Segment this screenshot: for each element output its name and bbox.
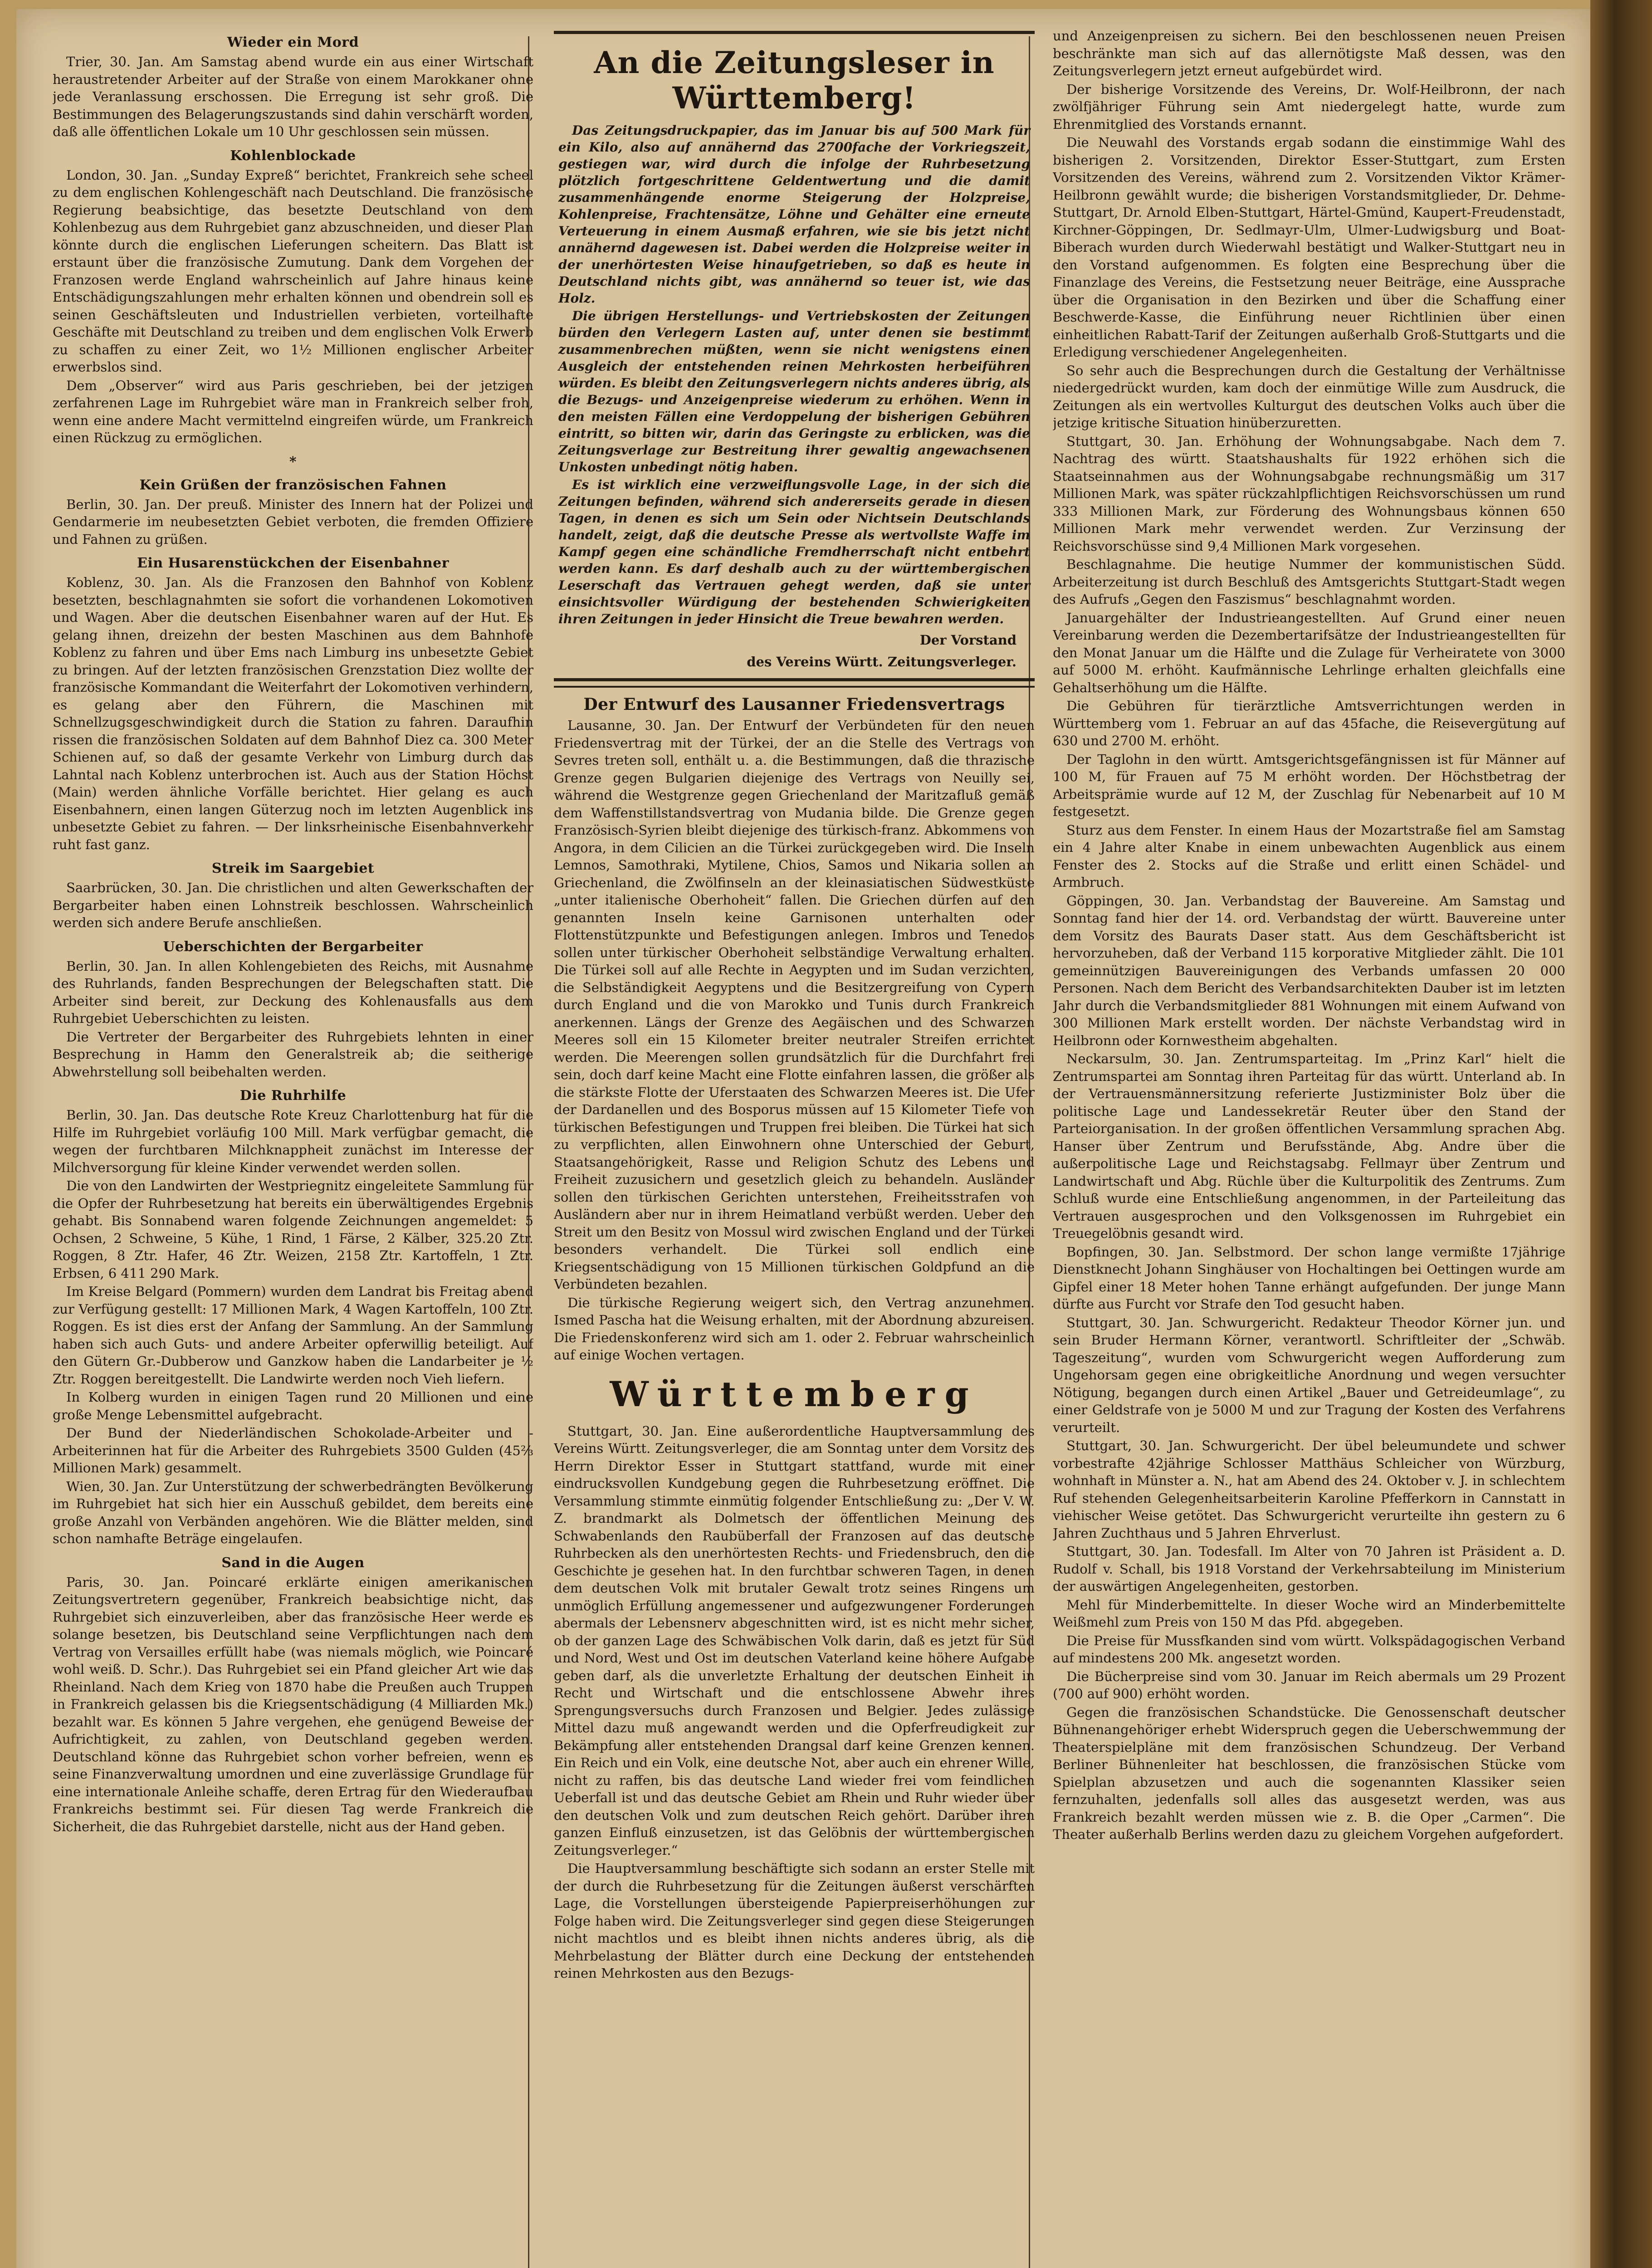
article-paragraph: Dem „Observer“ wird aus Paris geschrieben, bei der jetzigen zerfahrenen Lage im Ruhrgebiet wäre man in Frankreich selber froh, wenn eine andere Macht vermittelnd eingreifen würde, um Frankreich einen Rückzug zu ermöglichen. — [53, 377, 533, 445]
notice-title: An die Zeitungsleser in Württemberg! — [594, 45, 995, 116]
article-paragraph: Sturz aus dem Fenster. In einem Haus der Mozartstraße fiel am Samstag ein 4 Jahre alter Knabe in einem unbewachten Augenblick aus einem Fenster des 2. Stocks auf die Straße und erlitt einen Schädel- und Armbruch. — [1053, 822, 1565, 890]
article-paragraph: Lausanne, 30. Jan. Der Entwurf der Verbündeten für den neuen Friedensvertrag mit der Türkei, der an die Stelle des Vertrags von Sevres treten soll, enthält u. a. die Bestimmungen, daß die thrazische Grenze gegen Bulgarien diejenige des Vertrags von Neuilly sei, während die Westgrenze gegen Griechenland der Maritzafluß gemäß dem Waffenstillstandsvertrag von Mudania bilde. Die Grenze gegen Französisch-Syrien bleibt diejenige des türkisch-franz. Abkommens von Angora, in dem Cilicien an die Türkei zurückgegeben wird. Die Inseln Lemnos, Samothraki, Mytilene, Chios, Samos und Nikaria sollen an Griechenland, die Zwölfinseln an der kleinasiatischen Südwestküste „unter italienische Oberhoheit“ fallen. Die Griechen dürfen auf den genannten Inseln keine Garnisonen unterhalten oder Flottenstützpunkte und Befestigungen anlegen. Imbros und Tenedos sollen unter türkischer Oberhoheit selbständige Verwaltung erhalten. Die Türkei soll auf alle Rechte in Aegypten und im Sudan verzichten, die Selbständigkeit Aegyptens und die Besitzergreifung von Cypern durch England und die von Marokko und Tunis durch Frankreich anerkennen. Längs der Grenze des Aegäischen und des Schwarzen Meeres soll ein 15 Kilometer breiter neutraler Streifen errichtet werden. Die Meerengen sollen grundsätzlich für die Durchfahrt frei sein, doch darf keine Macht eine Flotte einfahren lassen, die größer als die stärkste Flotte der Uferstaaten des Schwarzen Meeres ist. Die Ufer der Dardanellen und des Bosporus müssen auf 15 Kilometer Tiefe von türkischen Befestigungen und Truppen frei bleiben. Die Türkei hat sich zu verpflichten, allen Einwohnern ohne Unterschied der Geburt, Staatsangehörigkeit, Rasse und Religion Schutz des Lebens und Freiheit zuzusichern und gesetzlich gleich zu behandeln. Ausländer sollen den türkischen Gerichten unterstehen, Freiheitsstrafen von Ausländern aber nur in ihrem Heimatland verbüßt werden. Ueber den Streit um den Besitz von Mossul wird zwischen England und der Türkei besonders verhandelt. Die Türkei soll endlich eine Kriegsentschädigung von 15 Millionen türkischen Goldpfund an die Verbündeten bezahlen. — [554, 718, 1035, 1292]
article-paragraph: Berlin, 30. Jan. Der preuß. Minister des Innern hat der Polizei und Gendarmerie im neubesetzten Gebiet verboten, die fremden Offiziere und Fahnen zu grüßen. — [53, 496, 533, 547]
article-paragraph: Mehl für Minderbemittelte. In dieser Woche wird an Minderbemittelte Weißmehl zum Preis von 150 M das Pfd. abgegeben. — [1053, 1597, 1565, 1630]
article-paragraph: Stuttgart, 30. Jan. Schwurgericht. Der übel beleumundete und schwer vorbestrafte 42jährige Schlosser Matthäus Schleicher von Würzburg, wohnhaft in Münster a. N., hat am Abend des 24. Oktober v. J. in schlechtem Ruf stehenden Gelegenheitsarbeiterin Karoline Pfefferkorn in Cannstatt in viehischer Weise getötet. Das Schwurgericht verurteilte ihn gestern zu 6 Jahren Zuchthaus und 5 Jahren Ehrverlust. — [1053, 1438, 1565, 1541]
headline: Kein Grüßen der französischen Fahnen — [139, 477, 447, 493]
article-paragraph: Beschlagnahme. Die heutige Nummer der kommunistischen Südd. Arbeiterzeitung ist durch Beschluß des Amtsgerichts Stuttgart-Stadt wegen des Aufrufs „Gegen den Faszismus“ beschlagnahmt worden. — [1053, 557, 1565, 607]
article-paragraph: Die türkische Regierung weigert sich, den Vertrag anzunehmen. Ismed Pascha hat die Weisung erhalten, mit der Abordnung abzureisen. Die Friedenskonferenz wird sich am 1. oder 2. Februar wahrscheinlich auf einige Wochen vertagen. — [554, 1295, 1035, 1363]
article-paragraph: Der bisherige Vorsitzende des Vereins, Dr. Wolf-Heilbronn, der nach zwölfjähriger Führung sein Amt niedergelegt hatte, wurde zum Ehrenmitglied des Vorstands ernannt. — [1053, 81, 1565, 132]
article-paragraph: Der Bund der Niederländischen Schokolade-Arbeiter und -Arbeiterinnen hat für die Arbeiter des Ruhrgebiets 3500 Gulden (45⅔ Millionen Mark) gesammelt. — [53, 1425, 533, 1476]
column-1 — [53, 27, 533, 2268]
article-paragraph: Die Preise für Mussfkanden sind vom württ. Volkspädagogischen Verband auf mindestens 200 Mk. angesetzt worden. — [1053, 1633, 1565, 1666]
article-paragraph: Wien, 30. Jan. Zur Unterstützung der schwerbedrängten Bevölkerung im Ruhrgebiet hat sich hier ein Ausschuß gebildet, dem bereits eine große Anzahl von Verbänden angehören. Wie die Blätter melden, sind schon namhafte Beträge eingelaufen. — [53, 1478, 533, 1546]
article-paragraph: Göppingen, 30. Jan. Verbandstag der Bauvereine. Am Samstag und Sonntag fand hier der 14. ord. Verbandstag der württ. Bauvereine unter dem Vorsitz des Baurats Daser statt. Aus dem Geschäftsbericht ist hervorzuheben, daß der Verband 115 korporative Mitglieder zählt. Die 101 gemeinnützigen Bauvereinigungen des Verbands umfassen 20 000 Personen. Nach dem Bericht des Verbandsarchitekten Dauber ist im letzten Jahr durch die Verbandsmitglieder 881 Wohnungen mit einem Aufwand von 300 Millionen Mark erstellt worden. Der nächste Verbandstag wird in Heilbronn oder Kornwestheim abgehalten. — [1053, 893, 1565, 1048]
article-paragraph: Stuttgart, 30. Jan. Eine außerordentliche Hauptversammlung des Vereins Württ. Zeitungsverleger, die am Sonntag unter dem Vorsitz des Herrn Direktor Esser in Stuttgart stattfand, wurde mit einer eindrucksvollen Kundgebung gegen die Ruhrbesetzung eröffnet. Die Versammlung stimmte einmütig folgender Entschließung zu: „Der V. W. Z. brandmarkt als Dolmetsch der öffentlichen Meinung des Schwabenlands den Raubüberfall der Franzosen auf das deutsche Ruhrbecken als den unerhörtesten Rechts- und Friedensbruch, den die Geschichte je gesehen hat. In den furchtbar schweren Tagen, in denen dem deutschen Volk mit brutaler Gewalt trotz seines Ringens um unmöglich Erfüllung angemessener und aufgezwungener Forderungen abermals der Lebensnerv abgeschnitten wird, ist es nicht mehr sicher, ob der ganzen Lage des Schwäbischen Volk darin, daß es jetzt für Süd und Nord, West und Ost im deutschen Vaterland keine höhere Aufgabe geben darf, als die unverletzte Erhaltung der deutschen Einheit in Recht und Wirtschaft und die entschlossene Abwehr ihres Sprengungsversuchs durch Franzosen und Belgier. Jedes zulässige Mittel dazu muß angewandt werden und die Opferfreudigkeit zur Bekämpfung aller entstehenden Drangsal darf keine Grenzen kennen. Ein Reich und ein Volk, eine deutsche Not, aber auch ein ehrener Wille, nicht zu raffen, bis das deutsche Land wieder frei vom feindlichen Ueberfall ist und das deutsche Gebiet am Rhein und Ruhr wieder über den deutschen Volk und zum deutschen Reich gehört. Darüber ihren ganzen Einfluß einzusetzen, ist das Gelöbnis der württembergischen Zeitungsverleger.“ — [554, 1423, 1035, 1858]
separator-star: * — [289, 454, 297, 470]
article-paragraph: London, 30. Jan. „Sunday Expreß“ berichtet, Frankreich sehe scheel zu dem englischen Kohlengeschäft nach Deutschland. Die französische Regierung beabsichtige, das besetzte Deutschland von dem Kohlenbezug aus dem Ruhrgebiet ganz abzuschneiden, und dieser Plan könnte durch die englischen Lieferungen scheitern. Das Blatt ist erstaunt über die französische Zumutung. Dank dem Vorgehen der Franzosen werde England wahrscheinlich auf Jahre hinaus keine Entschädigungszahlungen mehr erhalten können und obendrein soll es seinen Geschäftsleuten und Industriellen verbieten, vorteilhafte Geschäfte mit Deutschland zu treiben und dem englischen Volk Erwerb zu schaffen zu einer Zeit, wo 1½ Millionen englischer Arbeiter erwerbslos sind. — [53, 167, 533, 375]
headline: Ein Husarenstückchen der Eisenbahner — [137, 555, 450, 571]
article-paragraph: Stuttgart, 30. Jan. Erhöhung der Wohnungsabgabe. Nach dem 7. Nachtrag des württ. Staatshaushalts für 1922 erhöhen sich die Staatseinnahmen aus der Wohnungsabgabe rechnungsmäßig um 317 Millionen Mark, was später rückzahlpflichtigen Reichsvorschüssen um rund 333 Millionen Mark, zur Förderung des Wohnungsbaus können 650 Millionen Mark mehr verwendet werden. Zur Verzinsung der Reichsvorschüsse sind 9,4 Millionen Mark vorgesehen. — [1053, 433, 1565, 554]
article-paragraph: Koblenz, 30. Jan. Als die Franzosen den Bahnhof von Koblenz besetzten, beschlagnahmten sie sofort die vorhandenen Lokomotiven und Wagen. Aber die deutschen Eisenbahner waren auf der Hut. Es gelang ihnen, dreizehn der besten Maschinen aus dem Bahnhofe Koblenz zu fahren und über Ems nach Limburg ins unbesetzte Gebiet zu bringen. Auf der letzten französischen Grenzstation Diez wollte der französische Kommandant die Weiterfahrt der Lokomotiven verhindern, es gelang aber den Führern, die Maschinen mit Schnellzugsgeschwindigkeit durch die Station zu fahren. Daraufhin rissen die französischen Soldaten auf dem Bahnhof Diez ca. 300 Meter Schienen auf, so daß der gesamte Verkehr von Limburg durch das Lahntal nach Koblenz unterbrochen ist. Auch aus der Station Höchst (Main) werden ähnliche Vorfälle berichtet. Hier gelang es auch Eisenbahnern, einen langen Güterzug noch im letzten Augenblick ins unbesetzte Gebiet zu fahren. — Der linksrheinische Eisenbahnverkehr ruht fast ganz. — [53, 575, 533, 852]
article-paragraph: Die Bücherpreise sind vom 30. Januar im Reich abermals um 29 Prozent (700 auf 900) erhöht worden. — [1053, 1668, 1565, 1701]
notice-paragraph: Das Zeitungsdruckpapier, das im Januar bis auf 500 Mark für ein Kilo, also auf annähernd das 2700fache der Vorkriegszeit, gestiegen war, wird durch die infolge der Ruhrbesetzung plötzlich fortgeschrittene Geldentwertung und die damit zusammenhängende enorme Steigerung der Holzpreise, Kohlenpreise, Frachtensätze, Löhne und Gehälter eine erneute Verteuerung in einem Ausmaß erfahren, wie sie bis jetzt nicht annähernd dagewesen ist. Dabei werden die Holzpreise weiter in der unerhörtesten Weise hinaufgetrieben, so daß es heute in Deutschland nichts gibt, was annähernd so teuer ist, wie das Holz. — [558, 123, 1030, 306]
column-3 — [1053, 27, 1565, 2268]
article-paragraph: Neckarsulm, 30. Jan. Zentrumsparteitag. Im „Prinz Karl“ hielt die Zentrumspartei am Sonntag ihren Parteitag für das württ. Unterland ab. In der Vertrauensmännersitzung referierte Justizminister Bolz über die politische Lage und Landessekretär Reuter über den Stand der Parteiorganisation. In der großen öffentlichen Versammlung sprachen Abg. Hanser über Zentrum und Berufsstände, Abg. Andre über die außerpolitische Lage und Reichstagsabg. Fellmayr über Zentrum und Landwirtschaft und Abg. Rüchle über die Kulturpolitik des Zentrums. Zum Schluß wurde eine Entschließung angenommen, in der Parteileitung das Vertrauen ausgesprochen und den Volksgenossen im Ruhrgebiet ein Treuegelöbnis gesandt wird. — [1053, 1051, 1565, 1241]
headline: Wieder ein Mord — [227, 34, 359, 50]
article-paragraph: Im Kreise Belgard (Pommern) wurden dem Landrat bis Freitag abend zur Verfügung gestellt: 17 Millionen Mark, 4 Wagen Kartoffeln, 100 Ztr. Roggen. Es ist dies erst der Anfang der Sammlung. An der Sammlung haben sich auch Guts- und andere Arbeiter opferwillig beteiligt. Auf den Gütern Gr.-Dubberow und Ganzkow haben die Landarbeiter je ½ Ztr. Roggen bereitgestellt. Die Landwirte werden noch Vieh liefern. — [53, 1284, 533, 1387]
article-paragraph: Die Vertreter der Bergarbeiter des Ruhrgebiets lehnten in einer Besprechung in Hamm den Generalstreik ab; die seitherige Abwehrstellung soll beibehalten werden. — [53, 1029, 533, 1080]
headline: Kohlenblockade — [230, 147, 356, 164]
notice-paragraph: Es ist wirklich eine verzweiflungsvolle Lage, in der sich die Zeitungen befinden, während sich andererseits gerade in diesen Tagen, in denen es sich um Sein oder Nichtsein Deutschlands handelt, zeigt, daß die deutsche Presse als wertvollste Waffe im Kampf gegen eine schändliche Fremdherrschaft nicht entbehrt werden kann. Es darf deshalb auch zu der württembergischen Leserschaft das Vertrauen gehegt werden, daß sie unter einsichtsvoller Würdigung der bestehenden Schwierigkeiten ihren Zeitungen in jeder Hinsicht die Treue bewahren werden. — [558, 477, 1030, 626]
newspaper-page — [16, 9, 1590, 2268]
notice-signature: des Vereins Württ. Zeitungsverleger. — [747, 654, 1017, 670]
headline: Streik im Saargebiet — [211, 860, 375, 876]
notice-signature: Der Vorstand — [919, 632, 1017, 648]
article-paragraph: Die Gebühren für tierärztliche Amtsverrichtungen werden in Württemberg vom 1. Februar an auf das 45fache, die Reisevergütung auf 630 und 2700 M. erhöht. — [1053, 698, 1565, 748]
article-paragraph: Gegen die französischen Schandstücke. Die Genossenschaft deutscher Bühnenangehöriger erhebt Widerspruch gegen die Ueberschwemmung der Theaterspielpläne mit dem französischen Schundzeug. Der Verband Berliner Bühnenleiter hat beschlossen, die französischen Stücke vom Spielplan abzusetzen und auch die sogenannten Klassiker seien fernzuhalten, jedenfalls soll alles das ausgesetzt werden, was aus Frankreich bezahlt werden müssen wie z. B. die Oper „Carmen“. Die Theater außerhalb Berlins werden dazu zu gleichem Vorgehen aufgefordert. — [1053, 1704, 1565, 1842]
notice-box — [554, 31, 1035, 681]
article-paragraph: Stuttgart, 30. Jan. Todesfall. Im Alter von 70 Jahren ist Präsident a. D. Rudolf v. Schall, bis 1918 Vorstand der Verkehrsabteilung im Ministerium der auswärtigen Angelegenheiten, gestorben. — [1053, 1544, 1565, 1594]
headline: Der Entwurf des Lausanner Friedensvertrags — [583, 695, 1005, 714]
article-paragraph: Paris, 30. Jan. Poincaré erklärte einigen amerikanischen Zeitungsvertretern gegenüber, Frankreich beabsichtige nicht, das Ruhrgebiet sich einzuverleiben, aber das französische Heer werde es solange besetzen, bis Deutschland seine Verpflichtungen nach dem Vertrag von Versailles erfüllt habe (was niemals möglich, wie Poincaré wohl weiß. D. Schr.). Das Ruhrgebiet sei ein Pfand gleicher Art wie das Rheinland. Nach dem Krieg von 1870 habe die Preußen auch Truppen in Frankreich gelassen bis die Kriegsentschädigung (4 Milliarden Mk.) bezahlt war. Es können 5 Jahre vergehen, ehe genügend Beweise der Aufrichtigkeit, zu zahlen, von Deutschland gegeben werden. Deutschland könne das Ruhrgebiet schon vorher befreien, wenn es seine Finanzverwaltung umordnen und eine zuverlässige Grundlage für eine internationale Anleihe schaffe, deren Ertrag für den Wiederaufbau Frankreichs bestimmt sei. Für diesen Tag werde Frankreich die Sicherheit, die das Ruhrgebiet darstelle, nicht aus der Hand geben. — [53, 1574, 533, 1834]
article-paragraph: So sehr auch die Besprechungen durch die Gestaltung der Verhältnisse niedergedrückt wurden, kam doch der einmütige Wille zum Ausdruck, die Zeitungen als ein wertvolles Kulturgut des deutschen Volks auch über die jetzige kritische Situation hinüberzuretten. — [1053, 362, 1565, 430]
headline: Ueberschichten der Bergarbeiter — [163, 938, 423, 955]
headline: Sand in die Augen — [221, 1554, 365, 1571]
article-paragraph: Saarbrücken, 30. Jan. Die christlichen und alten Gewerkschaften der Bergarbeiter haben einen Lohnstreik beschlossen. Wahrscheinlich werden sich andere Berufe anschließen. — [53, 880, 533, 930]
article-paragraph: Die von den Landwirten der Westpriegnitz eingeleitete Sammlung für die Opfer der Ruhrbesetzung hat bereits ein überwältigendes Ergebnis gehabt. Bis Sonnabend waren folgende Zeichnungen angemeldet: 5 Ochsen, 2 Schweine, 5 Kühe, 1 Rind, 1 Färse, 2 Kälber, 325.20 Ztr. Roggen, 8 Ztr. Hafer, 46 Ztr. Weizen, 2158 Ztr. Kartoffeln, 1 Ztr. Erbsen, 6 411 290 Mark. — [53, 1178, 533, 1281]
notice-paragraph: Die übrigen Herstellungs- und Vertriebskosten der Zeitungen bürden den Verlegern Lasten auf, unter denen sie bestimmt zusammenbrechen müßten, wenn sie nicht wenigstens einen Ausgleich der entstehenden reinen Mehrkosten herbeiführen würden. Es bleibt den Zeitungsverlegern nichts anderes übrig, als die Bezugs- und Anzeigenpreise wiederum zu erhöhen. Wenn in den meisten Fällen eine Verdoppelung der bisherigen Gebühren eintritt, so bitten wir, darin das Geringste zu erblicken, was die Zeitungsverlage zur Bestreitung ihrer gewaltig angewachsenen Unkosten unbedingt nötig haben. — [558, 308, 1030, 474]
article-paragraph: Die Hauptversammlung beschäftigte sich sodann an erster Stelle mit der durch die Ruhrbesetzung für die Zeitungen äußerst verschärften Lage, die Vorstellungen übersteigende Papierpreiserhöhungen zur Folge haben wird. Die Zeitungsverleger sind gegen diese Steigerungen nicht machtlos und es bleibt ihnen nichts anderes übrig, als die Mehrbelastung der Blätter durch eine Deckung der entstehenden reinen Mehrkosten aus den Bezugs- — [554, 1861, 1035, 1981]
article-paragraph: In Kolberg wurden in einigen Tagen rund 20 Millionen und eine große Menge Lebensmittel aufgebracht. — [53, 1389, 533, 1422]
article-paragraph: Die Neuwahl des Vorstands ergab sodann die einstimmige Wahl des bisherigen 2. Vorsitzenden, Direktor Esser-Stuttgart, zum Ersten Vorsitzenden des Vereins, während zum 2. Vorsitzenden Viktor Krämer-Heilbronn gewählt wurde; die bisherigen Vorstandsmitglieder, Dr. Dehme-Stuttgart, Dr. Arnold Elben-Stuttgart, Härtel-Gmünd, Kaupert-Freudenstadt, Kirchner-Göppingen, Dr. Sedlmayr-Ulm, Ulmer-Ludwigsburg und Boat-Biberach wurden durch Wiederwahl bestätigt und Walker-Stuttgart neu in den Vorstand aufgenommen. Es folgten eine Besprechung über die Finanzlage des Vereins, die Festsetzung neuer Beiträge, eine Aussprache über die Organisation in den Bezirken und über die Schaffung einer Beschwerde-Kasse, die Einführung neuer Richtlinien über einen einheitlichen Rabatt-Tarif der Zeitungen außerhalb Groß-Stuttgarts und die Erledigung verschiedener Angelegenheiten. — [1053, 135, 1565, 360]
article-paragraph: Januargehälter der Industrieangestellten. Auf Grund einer neuen Vereinbarung werden die Dezembertarifsätze der Industrieangestellten für den Monat Januar um die Hälfte und die Zulage für Verheiratete von 3000 auf 5000 M. erhöht. Kaufmännische Lehrlinge erhalten gleichfalls eine Gehaltserhöhung um die Hälfte. — [1053, 610, 1565, 695]
article-paragraph: Stuttgart, 30. Jan. Schwurgericht. Redakteur Theodor Körner jun. und sein Bruder Hermann Körner, verantwortl. Schriftleiter der „Schwäb. Tageszeitung“, wurden vom Schwurgericht wegen Aufforderung zum Ungehorsam gegen eine obrigkeitliche Anordnung und wegen versuchter Nötigung, begangen durch einen Artikel „Bauer und Getreideumlage“, zu einer Geldstrafe von je 5000 M und zur Tragung der Kosten des Verfahrens verurteilt. — [1053, 1315, 1565, 1435]
book-binding — [1590, 0, 1652, 2268]
article-paragraph: und Anzeigenpreisen zu sichern. Bei den beschlossenen neuen Preisen beschränkte man sich auf das allernötigste Maß dessen, was den Zeitungsverlegern jetzt erneut aufgebürdet wird. — [1053, 28, 1565, 78]
article-paragraph: Der Taglohn in den württ. Amtsgerichtsgefängnissen ist für Männer auf 100 M, für Frauen auf 75 M erhöht worden. Der Höchstbetrag der Arbeitsprämie wurde auf 12 M, der Zuschlag für Nebenarbeit auf 10 M festgesetzt. — [1053, 751, 1565, 819]
article-paragraph: Bopfingen, 30. Jan. Selbstmord. Der schon lange vermißte 17jährige Dienstknecht Johann Singhäuser von Hochaltingen bei Oettingen wurde am Gipfel einer 18 Meter hohen Tanne erhängt aufgefunden. Der junge Mann dürfte aus Furcht vor Strafe den Tod gesucht haben. — [1053, 1244, 1565, 1312]
article-paragraph: Berlin, 30. Jan. In allen Kohlengebieten des Reichs, mit Ausnahme des Ruhrlands, fanden Besprechungen der Belegschaften statt. Die Arbeiter sind bereit, zur Deckung des Kohlenausfalls aus dem Ruhrgebiet Ueberschichten zu leisten. — [53, 958, 533, 1026]
column-2 — [554, 27, 1035, 2268]
section-heading: Württemberg — [610, 1374, 979, 1414]
headline: Die Ruhrhilfe — [239, 1088, 347, 1104]
section-rule — [554, 686, 1035, 688]
article-paragraph: Trier, 30. Jan. Am Samstag abend wurde ein aus einer Wirtschaft heraustretender Arbeiter auf der Straße von einem Marokkaner ohne jede Veranlassung erschossen. Die Erregung ist sehr groß. Die Bestimmungen des Belagerungszustands sind dahin verschärft worden, daß alle öffentlichen Lokale um 10 Uhr geschlossen sein müssen. — [53, 54, 533, 139]
article-paragraph: Berlin, 30. Jan. Das deutsche Rote Kreuz Charlottenburg hat für die Hilfe im Ruhrgebiet vorläufig 100 Mill. Mark verfügbar gemacht, die wegen der furchtbaren Milchknappheit zunächst im Interesse der Milchversorgung für kleine Kinder verwendet werden sollen. — [53, 1107, 533, 1175]
